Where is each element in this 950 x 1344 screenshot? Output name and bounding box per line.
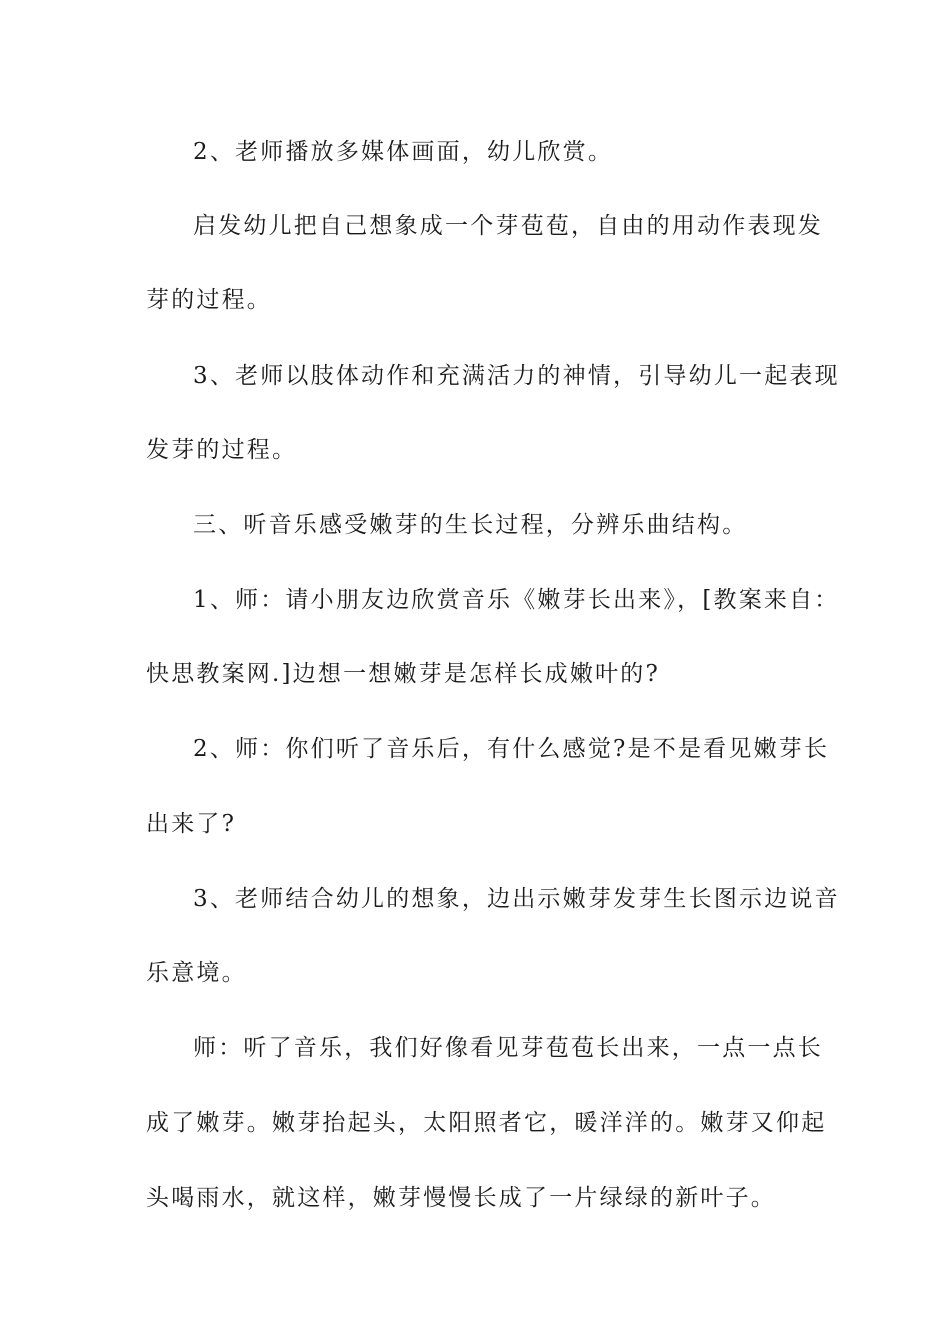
section-heading: 三、听音乐感受嫩芽的生长过程，分辨乐曲结构。 [193,512,748,538]
paragraph-line: 启发幼儿把自己想象成一个芽苞苞，自由的用动作表现发 [193,213,823,239]
paragraph-line: 3、老师以肢体动作和充满活力的神情，引导幼儿一起表现 [193,363,840,389]
paragraph-line: 乐意境。 [146,960,247,986]
paragraph-line: 1、师：请小朋友边欣赏音乐《嫩芽长出来》，[教案来自： [193,587,840,613]
paragraph-line: 2、师：你们听了音乐后，有什么感觉?是不是看见嫩芽长 [193,736,830,762]
paragraph-line: 师：听了音乐，我们好像看见芽苞苞长出来，一点一点长 [193,1035,823,1061]
paragraph-line: 头喝雨水，就这样，嫩芽慢慢长成了一片绿绿的新叶子。 [146,1185,776,1211]
paragraph-line: 快思教案网.]边想一想嫩芽是怎样长成嫩叶的? [146,661,661,687]
paragraph-line: 芽的过程。 [146,287,272,313]
paragraph-line: 2、老师播放多媒体画面，幼儿欣赏。 [193,139,614,165]
paragraph-line: 3、老师结合幼儿的想象，边出示嫩芽发芽生长图示边说音 [193,886,840,912]
paragraph-line: 成了嫩芽。嫩芽抬起头，太阳照者它，暖洋洋的。嫩芽又仰起 [146,1110,827,1136]
paragraph-line: 发芽的过程。 [146,437,298,463]
paragraph-line: 出来了? [146,811,237,837]
